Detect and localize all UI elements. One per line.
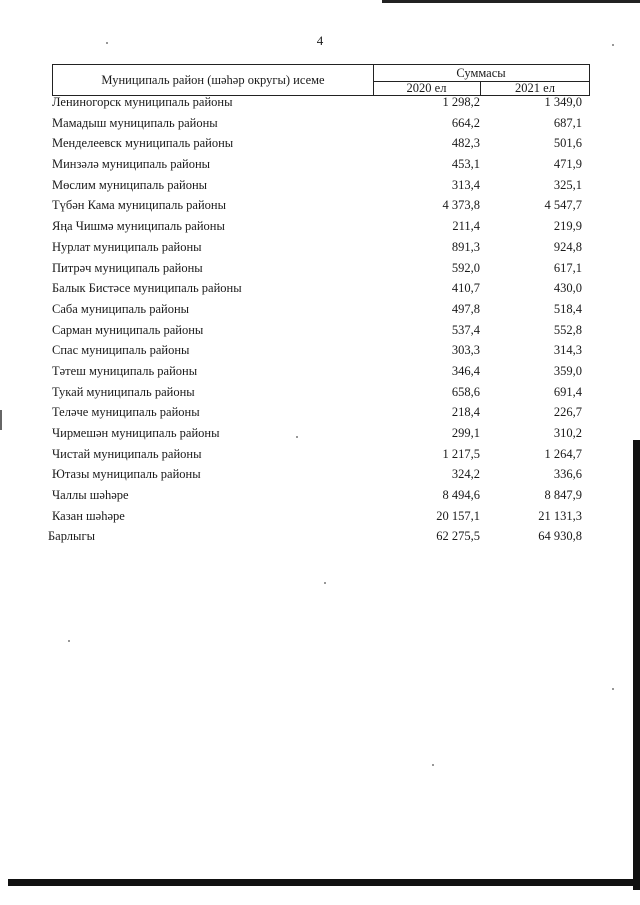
value-2021: 8 847,9 bbox=[544, 488, 582, 503]
value-2021: 21 131,3 bbox=[538, 508, 582, 523]
table-row bbox=[0, 115, 640, 136]
district-name: Казан шәһәре bbox=[52, 508, 125, 523]
table-row bbox=[0, 156, 640, 177]
value-2021: 314,3 bbox=[553, 343, 582, 358]
value-2020: 658,6 bbox=[451, 384, 480, 399]
table-row bbox=[0, 322, 640, 343]
table-header bbox=[52, 64, 590, 96]
table-row bbox=[0, 425, 640, 446]
value-2021: 687,1 bbox=[553, 115, 582, 130]
value-2020: 592,0 bbox=[451, 260, 480, 275]
value-2020: 1 217,5 bbox=[442, 446, 480, 461]
district-name: Чистай муниципаль районы bbox=[52, 446, 202, 461]
value-2020: 453,1 bbox=[451, 157, 480, 172]
district-name: Тәтеш муниципаль районы bbox=[52, 363, 198, 378]
header-sum: Суммасы bbox=[373, 65, 589, 82]
scan-edge-top bbox=[382, 0, 640, 3]
value-2021: 1 264,7 bbox=[544, 446, 582, 461]
district-name: Ютазы муниципаль районы bbox=[52, 467, 201, 482]
district-name: Питрәч муниципаль районы bbox=[52, 260, 203, 275]
district-name: Нурлат муниципаль районы bbox=[52, 239, 202, 254]
value-2021: 219,9 bbox=[553, 219, 582, 234]
value-2020: 313,4 bbox=[451, 177, 480, 192]
scan-speck bbox=[432, 764, 434, 766]
table-row bbox=[0, 280, 640, 301]
district-name: Чаллы шәһәре bbox=[52, 488, 129, 503]
district-name: Мамадыш муниципаль районы bbox=[52, 115, 218, 130]
scan-speck bbox=[68, 640, 70, 642]
district-name: Теләче муниципаль районы bbox=[52, 405, 200, 420]
district-name: Яңа Чишмә муниципаль районы bbox=[52, 219, 225, 234]
table-row bbox=[0, 197, 640, 218]
district-name: Түбән Кама муниципаль районы bbox=[52, 198, 226, 213]
total-2021: 64 930,8 bbox=[538, 529, 582, 544]
table-row bbox=[0, 301, 640, 322]
header-year-2021: 2021 ел bbox=[515, 81, 555, 95]
value-2020: 218,4 bbox=[451, 405, 480, 420]
district-name: Балык Бистәсе муниципаль районы bbox=[52, 281, 242, 296]
scan-edge-bottom bbox=[8, 879, 640, 886]
table-row bbox=[0, 384, 640, 405]
value-2020: 537,4 bbox=[451, 322, 480, 337]
value-2021: 226,7 bbox=[553, 405, 582, 420]
table-row bbox=[0, 404, 640, 425]
value-2021: 325,1 bbox=[553, 177, 582, 192]
header-district-name: Муниципаль район (шәһәр округы) исеме bbox=[53, 65, 374, 95]
page-number: 4 bbox=[316, 33, 324, 48]
value-2020: 211,4 bbox=[452, 219, 480, 234]
district-name: Минзәлә муниципаль районы bbox=[52, 157, 211, 172]
scan-speck bbox=[324, 582, 326, 584]
value-2020: 299,1 bbox=[451, 426, 480, 440]
value-2020: 497,8 bbox=[451, 301, 480, 316]
table-row bbox=[0, 260, 640, 281]
table-body bbox=[0, 94, 640, 549]
table-row bbox=[0, 363, 640, 384]
value-2020: 20 157,1 bbox=[436, 508, 480, 523]
scan-speck bbox=[612, 688, 614, 690]
value-2021: 501,6 bbox=[553, 136, 582, 151]
district-name: Мөслим муниципаль районы bbox=[52, 177, 208, 192]
district-name: Менделеевск муниципаль районы bbox=[52, 136, 234, 151]
district-name: Лениногорск муниципаль районы bbox=[52, 95, 233, 109]
value-2020: 324,2 bbox=[451, 467, 480, 482]
table-row bbox=[0, 135, 640, 156]
value-2020: 891,3 bbox=[451, 239, 480, 254]
table-row bbox=[0, 508, 640, 529]
table-row bbox=[0, 466, 640, 487]
value-2021: 1 349,0 bbox=[544, 95, 582, 109]
table-row bbox=[0, 239, 640, 260]
total-label: Барлыгы bbox=[48, 529, 95, 544]
value-2020: 1 298,2 bbox=[442, 95, 480, 109]
total-row bbox=[0, 528, 640, 549]
value-2021: 4 547,7 bbox=[544, 198, 582, 213]
district-name: Чирмешән муниципаль районы bbox=[52, 426, 220, 440]
value-2021: 518,4 bbox=[553, 301, 582, 316]
table-row bbox=[0, 94, 640, 115]
value-2021: 430,0 bbox=[553, 281, 582, 296]
value-2020: 303,3 bbox=[451, 343, 480, 358]
value-2020: 410,7 bbox=[451, 281, 480, 296]
value-2020: 4 373,8 bbox=[442, 198, 480, 213]
value-2021: 691,4 bbox=[553, 384, 582, 399]
value-2020: 8 494,6 bbox=[442, 488, 480, 503]
table-row bbox=[0, 342, 640, 363]
total-2020: 62 275,5 bbox=[436, 529, 480, 544]
district-name: Саба муниципаль районы bbox=[52, 301, 190, 316]
district-name: Спас муниципаль районы bbox=[52, 343, 190, 358]
value-2021: 552,8 bbox=[553, 322, 582, 337]
table-row bbox=[0, 177, 640, 198]
table-row bbox=[0, 487, 640, 508]
district-name: Сарман муниципаль районы bbox=[52, 322, 204, 337]
value-2021: 359,0 bbox=[553, 363, 582, 378]
district-name: Тукай муниципаль районы bbox=[52, 384, 195, 399]
value-2020: 482,3 bbox=[451, 136, 480, 151]
value-2021: 617,1 bbox=[553, 260, 582, 275]
value-2020: 346,4 bbox=[451, 363, 480, 378]
value-2021: 924,8 bbox=[553, 239, 582, 254]
table-row bbox=[0, 218, 640, 239]
table-row bbox=[0, 446, 640, 467]
header-year-2020: 2020 ел bbox=[373, 81, 481, 95]
value-2020: 664,2 bbox=[451, 115, 480, 130]
value-2021: 336,6 bbox=[553, 467, 582, 482]
value-2021: 471,9 bbox=[553, 157, 582, 172]
value-2021: 310,2 bbox=[553, 426, 582, 440]
